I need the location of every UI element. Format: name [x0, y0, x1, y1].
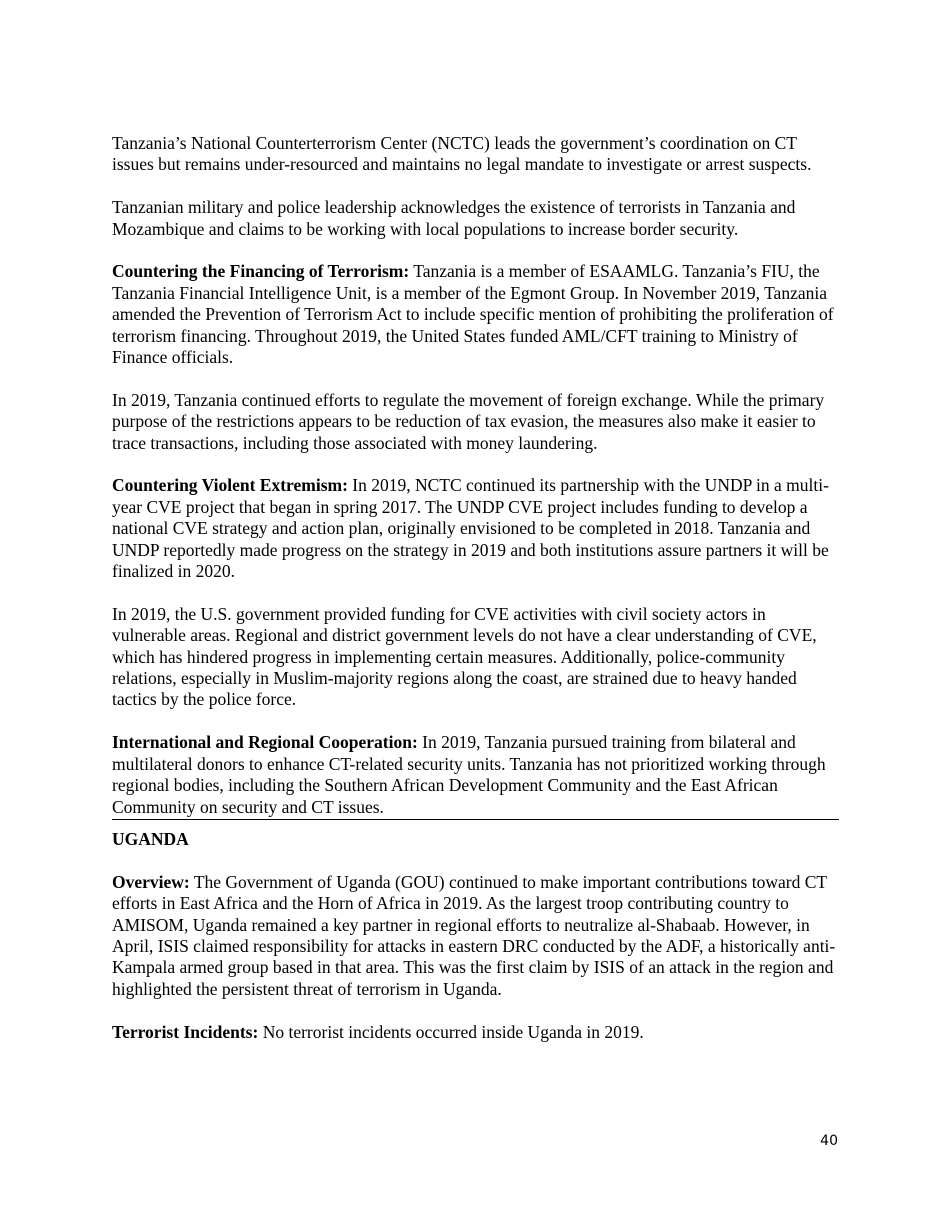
paragraph-military-police: Tanzanian military and police leadership acknowledges the existence of terrorists in Tanzania and Mozambique and claims to be working with local populations to increase border security.	[112, 197, 796, 239]
page-number: 40	[820, 1133, 838, 1149]
paragraph-cft: Countering the Financing of Terrorism: Tanzania is a member of ESAAMLG. Tanzania’s FIU, the Tanzania Financial Intelligence Unit, is a member of the Egmont Group. In November 2019, Tanzania amended the Prevention of Terrorism Act to include specific mention of prohibiting the proliferation of terrorism financing. Throughout 2019, the United States funded AML/CFT training to Ministry of Finance officials.	[112, 261, 834, 368]
paragraph-nctc: Tanzania’s National Counterterrorism Center (NCTC) leads the government’s coordination on CT issues but remains under-resourced and maintains no legal mandate to investigate or arrest suspects.	[112, 133, 812, 175]
paragraph-lead: International and Regional Cooperation:	[112, 732, 418, 753]
paragraph-lead: Countering Violent Extremism:	[112, 475, 348, 496]
paragraph-incidents: Terrorist Incidents: No terrorist incidents occurred inside Uganda in 2019.	[112, 1021, 644, 1042]
paragraph-overview: Overview: The Government of Uganda (GOU) continued to make important contributions toward CT efforts in East Africa and the Horn of Africa in 2019. As the largest troop contributing country to AMISOM, Uganda remained a key partner in regional efforts to neutralize al-Shabaab. However, in April, ISIS claimed responsibility for attacks in eastern DRC conducted by the ADF, a historically anti-Kampala armed group based in that area. This was the first claim by ISIS of an attack in the region and highlighted the persistent threat of terrorism in Uganda.	[112, 871, 836, 999]
paragraph-lead: Countering the Financing of Terrorism:	[112, 261, 410, 282]
paragraph-cve-funding: In 2019, the U.S. government provided funding for CVE activities with civil society actors in vulnerable areas. Regional and district government levels do not have a clear understanding of CVE, which has hindered progress in implementing certain measures. Additionally, police-community relations, especially in Muslim-majority regions along the coast, are strained due to heavy handed tactics by the police force.	[112, 603, 817, 710]
paragraph-cve: Countering Violent Extremism: In 2019, NCTC continued its partnership with the UNDP in a multi-year CVE project that began in spring 2017. The UNDP CVE project includes funding to develop a national CVE strategy and action plan, originally envisioned to be completed in 2018. Tanzania and UNDP reportedly made progress on the strategy in 2019 and both institutions assure partners it will be finalized in 2020.	[112, 475, 829, 582]
section-divider	[112, 819, 839, 820]
paragraph-lead: Terrorist Incidents:	[112, 1021, 259, 1042]
section-heading-uganda: UGANDA	[112, 828, 189, 849]
paragraph-foreign-exchange: In 2019, Tanzania continued efforts to regulate the movement of foreign exchange. While the primary purpose of the restrictions appears to be reduction of tax evasion, the measures also make it easier to trace transactions, including those associated with money laundering.	[112, 389, 825, 453]
paragraph-lead: Overview:	[112, 871, 190, 892]
paragraph-cooperation: International and Regional Cooperation: In 2019, Tanzania pursued training from bilateral and multilateral donors to enhance CT-related security units. Tanzania has not prioritized working through regional bodies, including the Southern African Development Community and the East African Community on security and CT issues.	[112, 732, 826, 817]
document-page	[112, 133, 840, 1064]
